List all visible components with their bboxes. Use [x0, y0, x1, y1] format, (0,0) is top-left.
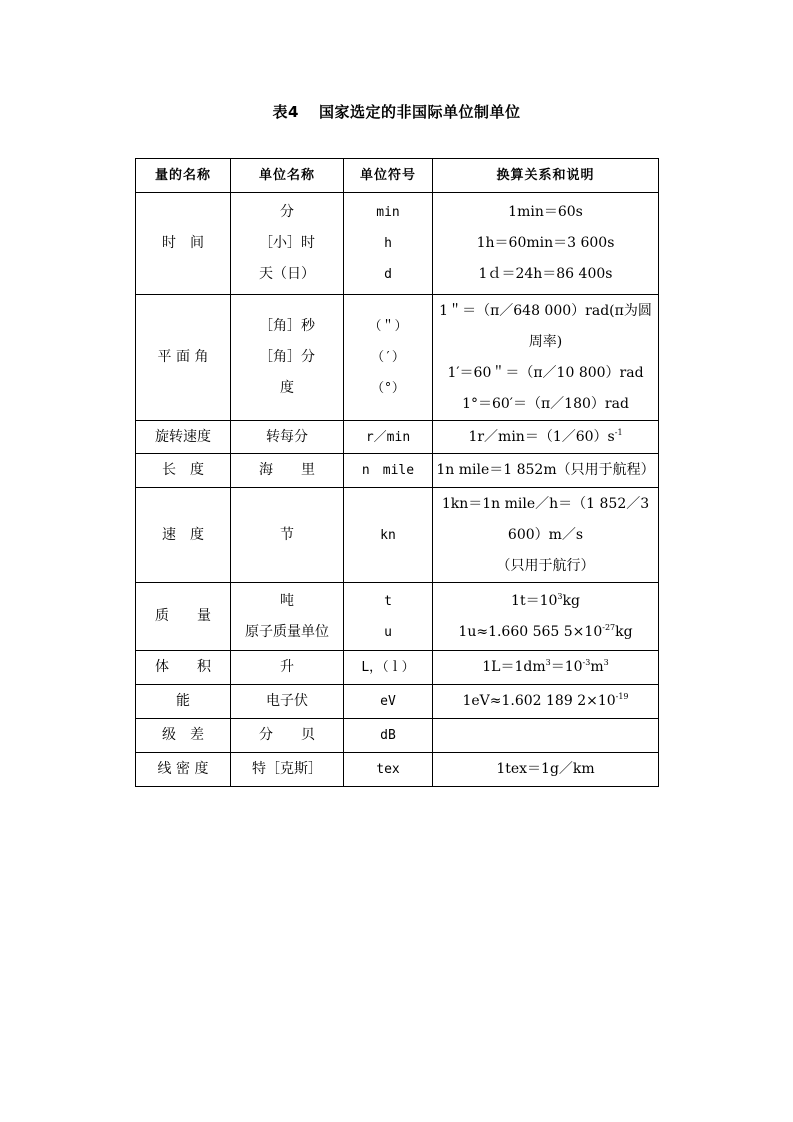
table-row	[136, 454, 659, 488]
cell-conversion	[433, 719, 659, 753]
unit-symbol: dB	[380, 728, 396, 743]
conversion-line	[435, 228, 656, 259]
conversion-text: 1h＝60min＝3 600s	[476, 235, 615, 251]
unit-symbol: r／min	[365, 429, 411, 445]
cell-unit-name	[231, 454, 344, 488]
cell-conversion	[433, 454, 659, 488]
table-row	[136, 488, 659, 583]
cell-unit-symbol	[344, 454, 433, 488]
cell-quantity: 旋转速度	[136, 421, 231, 454]
conversion-line	[435, 259, 656, 290]
header-unit-name: 单位名称	[231, 159, 344, 193]
table-row	[136, 685, 659, 719]
unit-symbol: L，（ｌ）	[361, 660, 415, 675]
unit-name: 原子质量单位	[245, 623, 329, 640]
conversion-line	[435, 389, 656, 420]
unit-symbol: kn	[380, 527, 396, 543]
header-row	[136, 159, 659, 193]
conversion-line	[435, 197, 656, 228]
exponent: 3	[603, 658, 609, 667]
conversion-line	[435, 617, 656, 648]
table-title: 国家选定的非国际单位制单位	[318, 103, 521, 121]
cell-quantity: 时 间	[136, 193, 231, 295]
conversion-line	[435, 422, 656, 453]
unit-name: 转每分	[266, 428, 308, 445]
unit-symbol: （°）	[371, 381, 405, 396]
cell-conversion	[433, 583, 659, 651]
conversion-text: 1°＝60′＝（π／180）rad	[462, 395, 629, 412]
conversion-text: 1r／min＝（1／60）s	[468, 428, 615, 445]
unit-symbol: d	[384, 267, 392, 282]
cell-quantity: 长 度	[136, 454, 231, 488]
table-row	[136, 421, 659, 454]
cell-unit-symbol	[344, 193, 433, 295]
cell-unit-name	[231, 753, 344, 787]
conversion-text: m	[590, 659, 604, 675]
unit-name: 天（日）	[259, 266, 315, 282]
cell-conversion	[433, 193, 659, 295]
cell-quantity: 能	[136, 685, 231, 719]
conversion-line	[435, 455, 656, 486]
unit-symbol: eV	[380, 694, 396, 709]
cell-quantity: 线 密 度	[136, 753, 231, 787]
cell-unit-name	[231, 295, 344, 421]
unit-name: 特［克斯］	[252, 761, 322, 777]
conversion-line	[435, 652, 656, 683]
cell-unit-name	[231, 719, 344, 753]
cell-quantity: 速 度	[136, 488, 231, 583]
cell-quantity: 质 量	[136, 583, 231, 651]
table-row	[136, 295, 659, 421]
unit-name: ［角］秒	[259, 318, 315, 334]
exponent: -27	[602, 622, 616, 632]
unit-symbol: （′）	[371, 350, 405, 365]
conversion-text: 1t＝10	[511, 592, 558, 609]
cell-conversion	[433, 295, 659, 421]
unit-name: 节	[280, 526, 294, 543]
cell-unit-name	[231, 488, 344, 583]
table-row	[136, 193, 659, 295]
unit-name: 吨	[280, 592, 294, 609]
conversion-text: ＝10	[550, 659, 583, 675]
unit-symbol: min	[376, 205, 400, 220]
cell-unit-symbol	[344, 583, 433, 651]
cell-quantity: 体 积	[136, 651, 231, 685]
unit-name: 海 里	[259, 462, 315, 478]
conversion-text: 1eV≈1.602 189 2×10	[462, 693, 616, 709]
exponent: 3	[557, 591, 563, 601]
conversion-line	[435, 358, 656, 389]
exponent: 3	[545, 658, 551, 667]
unit-symbol: u	[384, 624, 392, 640]
unit-name: 分 贝	[259, 727, 315, 743]
cell-quantity: 平 面 角	[136, 295, 231, 421]
unit-symbol: tex	[376, 762, 400, 777]
cell-unit-symbol	[344, 651, 433, 685]
header-quantity: 量的名称	[136, 159, 231, 193]
header-conversion: 换算关系和说明	[433, 159, 659, 193]
header-unit-symbol: 单位符号	[344, 159, 433, 193]
cell-conversion	[433, 685, 659, 719]
cell-unit-name	[231, 193, 344, 295]
conversion-text: 1u≈1.660 565 5×10	[458, 623, 603, 640]
conversion-text: 1＂＝（π／648 000）rad(π为圆周率)	[439, 302, 652, 350]
unit-symbol: h	[384, 236, 392, 251]
conversion-text: 1n mile＝1 852m（只用于航程）	[436, 462, 655, 478]
table-body	[136, 193, 659, 787]
cell-unit-symbol	[344, 685, 433, 719]
cell-unit-name	[231, 685, 344, 719]
exponent: -1	[614, 427, 623, 437]
conversion-line	[435, 586, 656, 617]
conversion-line	[435, 754, 656, 785]
cell-unit-symbol	[344, 295, 433, 421]
unit-name: 电子伏	[266, 693, 308, 709]
unit-name: 度	[280, 380, 294, 396]
cell-unit-name	[231, 421, 344, 454]
exponent: -3	[582, 658, 591, 667]
table-number: 表4	[272, 103, 299, 121]
conversion-text: kg	[562, 592, 580, 609]
table-row	[136, 753, 659, 787]
cell-unit-symbol	[344, 719, 433, 753]
unit-symbol: （＂）	[368, 319, 408, 334]
conversion-line	[435, 551, 656, 582]
cell-unit-symbol	[344, 421, 433, 454]
conversion-line	[435, 296, 656, 358]
table-row	[136, 651, 659, 685]
unit-symbol: t	[384, 593, 392, 609]
cell-unit-name	[231, 651, 344, 685]
unit-name: 分	[280, 204, 294, 220]
conversion-text: 1L＝1dm	[482, 659, 546, 675]
unit-name: 升	[280, 659, 294, 675]
conversion-line	[435, 686, 656, 717]
conversion-text: 1ｄ＝24h＝86 400s	[478, 266, 613, 282]
exponent: -19	[615, 692, 629, 701]
cell-unit-name	[231, 583, 344, 651]
units-table	[135, 158, 659, 787]
conversion-text: 1′＝60＂＝（π／10 800）rad	[447, 364, 644, 381]
cell-conversion	[433, 421, 659, 454]
conversion-text: 1kn＝1n mile／h＝（1 852／3 600）m／s	[441, 495, 650, 543]
cell-quantity: 级 差	[136, 719, 231, 753]
cell-unit-symbol	[344, 488, 433, 583]
table-row	[136, 583, 659, 651]
table-row	[136, 719, 659, 753]
unit-name: ［小］时	[259, 235, 315, 251]
conversion-text: 1min＝60s	[508, 204, 583, 220]
conversion-line	[435, 489, 656, 551]
conversion-text: （只用于航行）	[496, 557, 595, 574]
unit-name: ［角］分	[259, 349, 315, 365]
page-title	[0, 101, 793, 122]
conversion-text: kg	[615, 623, 633, 640]
cell-conversion	[433, 488, 659, 583]
cell-unit-symbol	[344, 753, 433, 787]
unit-symbol: n mile	[361, 463, 415, 478]
cell-conversion	[433, 753, 659, 787]
cell-conversion	[433, 651, 659, 685]
conversion-text: 1tex＝1g／km	[496, 761, 595, 777]
